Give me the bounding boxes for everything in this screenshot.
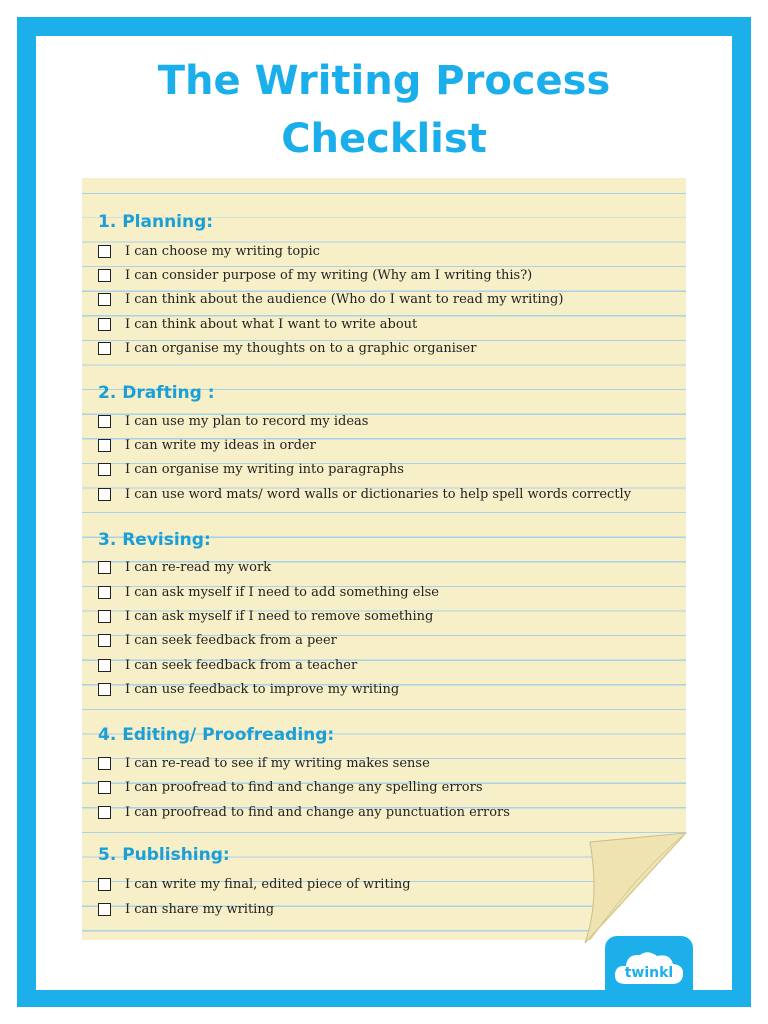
list-item[interactable]: I can use my plan to record my ideas (98, 411, 368, 431)
checkbox[interactable] (98, 415, 111, 428)
checkbox[interactable] (98, 439, 111, 452)
section-heading-planning: 1. Planning: (98, 212, 214, 232)
list-item[interactable]: I can write my ideas in order (98, 435, 316, 455)
list-item[interactable]: I can choose my writing topic (98, 241, 320, 261)
list-item[interactable]: I can ask myself if I need to remove something (98, 606, 433, 626)
section-heading-editing: 4. Editing/ Proofreading: (98, 725, 335, 745)
section-heading-drafting: 2. Drafting : (98, 383, 215, 403)
checkbox[interactable] (98, 293, 111, 306)
list-item[interactable]: I can consider purpose of my writing (Why am I writing this?) (98, 265, 532, 285)
checkbox[interactable] (98, 903, 111, 916)
checkbox[interactable] (98, 781, 111, 794)
twinkl-logo (612, 948, 686, 990)
checkbox[interactable] (98, 586, 111, 599)
list-item[interactable]: I can write my final, edited piece of writing (98, 874, 411, 894)
logo-text: twinkl (624, 965, 674, 981)
checkbox[interactable] (98, 610, 111, 623)
checkbox[interactable] (98, 634, 111, 647)
checkbox[interactable] (98, 342, 111, 355)
list-item[interactable]: I can proofread to find and change any punctuation errors (98, 802, 510, 822)
section-heading-revising: 3. Revising: (98, 530, 211, 550)
checkbox[interactable] (98, 683, 111, 696)
list-item[interactable]: I can seek feedback from a teacher (98, 655, 357, 675)
checkbox[interactable] (98, 757, 111, 770)
list-item[interactable]: I can ask myself if I need to add something else (98, 582, 439, 602)
checkbox[interactable] (98, 561, 111, 574)
list-item[interactable]: I can use word mats/ word walls or dictionaries to help spell words correctly (98, 484, 631, 504)
list-item[interactable]: I can organise my writing into paragraphs (98, 459, 404, 479)
list-item[interactable]: I can re-read my work (98, 557, 271, 577)
list-item[interactable]: I can share my writing (98, 899, 274, 919)
list-item[interactable]: I can seek feedback from a peer (98, 630, 337, 650)
list-item[interactable]: I can proofread to find and change any spelling errors (98, 777, 483, 797)
checkbox[interactable] (98, 488, 111, 501)
title-line-2: Checklist (281, 116, 487, 162)
section-heading-publishing: 5. Publishing: (98, 845, 230, 865)
checkbox[interactable] (98, 659, 111, 672)
checkbox[interactable] (98, 318, 111, 331)
title-line-1: The Writing Process (157, 58, 611, 104)
checkbox[interactable] (98, 463, 111, 476)
list-item[interactable]: I can use feedback to improve my writing (98, 679, 399, 699)
checkbox[interactable] (98, 245, 111, 258)
list-item[interactable]: I can re-read to see if my writing makes sense (98, 753, 430, 773)
list-item[interactable]: I can think about the audience (Who do I want to read my writing) (98, 289, 563, 309)
checkbox[interactable] (98, 878, 111, 891)
list-item[interactable]: I can think about what I want to write about (98, 314, 417, 334)
checkbox[interactable] (98, 806, 111, 819)
list-item[interactable]: I can organise my thoughts on to a graphic organiser (98, 338, 476, 358)
checkbox[interactable] (98, 269, 111, 282)
